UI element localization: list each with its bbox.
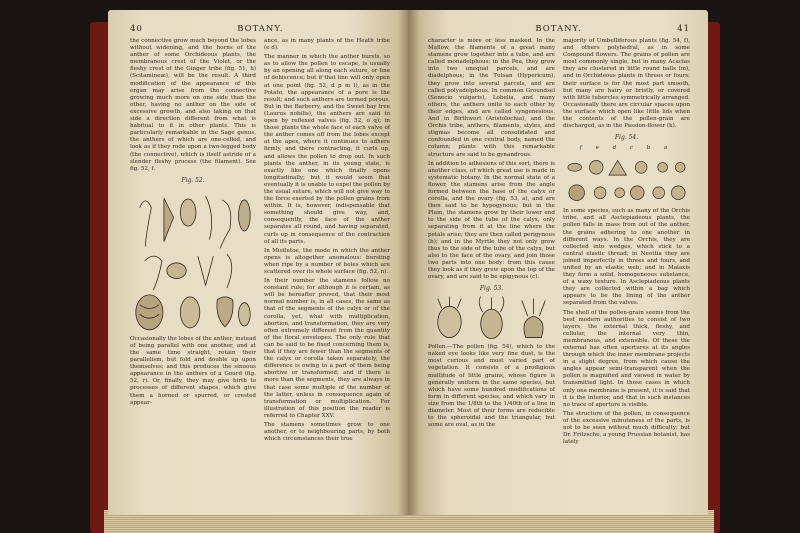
right-page-number: 41 bbox=[677, 24, 690, 34]
left-page-number: 40 bbox=[130, 24, 143, 34]
left-column-1 bbox=[130, 38, 256, 508]
fig-54-letters: f e d c b a bbox=[579, 145, 674, 152]
right-column-2 bbox=[563, 38, 690, 508]
right-col2-para3: The shell of the pollen-grain seems from the best modern authorities to consist of two layers, the external thick, fleshy, and cellular, the internal very thin, membranous, and extensible. Of these the external has often apertures at its angles through which the inner membrane projects in a slight degree, from which cause the angles appear semi-transparent when the pollen is magnified and viewed in water by transmitted light. In those cases in which only one membrane is present, it is said that it is the interior, and that in such instances no trace of aperture is visible. bbox=[563, 309, 690, 408]
right-page bbox=[408, 10, 708, 515]
right-col1-para2: In addition to adhesions of this sort, there is another class, of which great use is made in systematic botany. In the normal state of a flower, the stamens arise from the angle formed between the base of the calyx or corolla, and the ovary (fig. 53, a), and are then said to be hypogynous; but in the Plum, the stamens grow by their lower end to the side of the tube of the calyx, only separating from it at the line where the petals arise; they are then called perigynous (b); and in the Myrtle they not only grow thus to the side of the tube of the calyx, but also to the face of the ovary, and join those two parts into one body: from this cause they look as if they grew upon the top of the ovary, and are said to be epigynous (c). bbox=[428, 160, 555, 281]
fig-52-label: Fig. 52. bbox=[181, 176, 205, 184]
left-running-title: BOTANY. bbox=[237, 24, 284, 34]
left-col1-para1: the connective grow much beyond the lobes without widening, and the horns of the anther of some Orchideous plants, the membranous crest of the Violet, or the fleshy crest of the Ginger tribe (fig. 51, h) (Scitamineæ), will be the result. A third modification of the appearance of this organ may arise from the connective growing much more on one side than the other, having no anther on the side of excessive growth, and also taking on that side a direction different from what is habitual to it in other plants. This is particularly remarkable in the Sage genus, the anthers of which are one-celled, and look as if they rode upon a two-legged body (the connective), which is itself astride of a slender fleshy process (the filament). See fig. 52, f. bbox=[130, 38, 256, 172]
right-col1-para1: character is more or less masked. In the Mallow, the filaments of a great many stamens grow together into a tube, and are called monadelphous; in the Pea, they grow into two unequal parcels, and are diadelphous; in the Tutsan (Hypericum), they grow into several parcels, and are called polyadelphous. In common Groundsel (Senecio vulgaris), Lobelia, and many others, the anthers unite to each other by their edges, and are called syngenesious. And in Birthwort (Aristolochia), and the Orchis tribe, anthers, filaments, styles, and stigmas become all consolidated and confounded in one central body, named the column; plants with this remarkable structure are said to be gynandrous. bbox=[428, 38, 555, 158]
right-col2-para2: In some species, such as many of the Orchis tribe, and all Asclepiadeous plants, the pollen falls in mass from out of the anther, the grains adhering to one another in different ways. In the Orchis, they are collected into wedges, which stick to a central elastic thread; in Neottia they are joined imperfectly in threes and fours, and united by an elastic web; and in Malaxis they form a solid, homogeneous substance, of a waxy texture. In Asclepiadeous plants they are collected within a bag which appears to be the lining of the anther separated from the valves. bbox=[563, 208, 690, 307]
left-col2-para2: The manner in which the anther bursts, so as to allow the pollen to escape, is usually by an opening all along each suture, or line of dehiscence; but if that line will only open at one point (fig. 52, d p m l), as in the Potato, the appearance of a pore is the result; and such anthers are termed porous. But in the Barberry, and the Sweet bay tree (Laurus nobilis), the anthers are said to open by reflexed valves (fig. 52, o q); in those plants the whole face of each valve of the anther comes off from the lobes except at the apex, where it continues to adhere firmly, and there contracting, it curls up, and allows the pollen to drop out. In such plants the anther, in its young state, is exactly like one which finally opens longitudinally; but it would seem that eventually it is unable to expel the pollen by the usual suture, which will not give way to the force exerted by the pollen grains from within. It is, however, indispensable that something should give way, and, consequently, the face of the anther separates all round, and having separated, curls up in consequence of the contraction of all its parts. bbox=[264, 54, 390, 245]
book-gutter bbox=[398, 10, 420, 515]
fig-54-label: Fig. 54. bbox=[614, 134, 639, 142]
left-col2-para1: ance, as in many plants of the Heath tribe (e d). bbox=[264, 38, 390, 52]
right-running-head bbox=[428, 24, 690, 34]
fig-52-illustration bbox=[130, 186, 256, 336]
left-running-head bbox=[130, 24, 390, 34]
fig-53-label: Fig. 53. bbox=[479, 285, 504, 293]
right-col1-para3: Pollen.—The pollen (fig. 54), which to the naked eye looks like very fine dust, is the most curious and most varied part of vegetation. It consists of a prodigious multitude of little grains, whose figure is generally uniform in the same species, but which have some hundred modifications of form in different species, and which vary in size from the 1/8th to the 1/40th of a line in diameter. Most of their forms are reducible to the spheroidal and the triangular, but some are oval, as in the bbox=[428, 344, 555, 429]
left-page bbox=[108, 10, 408, 515]
fig-53-illustration bbox=[428, 294, 555, 344]
right-col2-para1: majority of Umbelliferous plants (fig. 54, f), and others polyhedral, as in some Compound flowers. The grains of pollen are most commonly single, but in many Acacias they are clustered in little round balls (m), and in Orchideous plants in threes or fours; their surface is for the most part smooth, but many are hairy or bristly, or covered with little tubercles symmetrically arranged. Occasionally there are circular spaces upon the surface which open like little lids when the contents of the pollen-grain are discharged, as in the Passion-flower (k). bbox=[563, 38, 690, 130]
right-column-1 bbox=[428, 38, 555, 508]
left-col2-para5: The stamens sometimes grow to one another, or to neighbouring parts, by both which circumstances their true bbox=[264, 421, 390, 443]
fig-54-illustration bbox=[563, 153, 690, 208]
left-column-2 bbox=[264, 38, 390, 508]
right-col2-para4: The structure of the pollen, in consequence of the excessive minuteness of the parts, is not to be seen without much difficulty; but Dr. Fritzsche, a young Prussian botanist, has lately bbox=[563, 410, 690, 446]
left-col1-para2: Occasionally the lobes of the anther, instead of being parallel with one another, and at the same time straight, retain their parallelism, but fold and double up upon themselves; and this produces the sinuous appearance in the anthers of a Gourd (fig. 52, r). Or, finally, they may give birth to processes of different shapes, which give them a horned or spurred, or crested appear- bbox=[130, 335, 256, 406]
left-col2-para4: In their number the stamens follow no constant rule; for although it is certain, as will be hereafter proved, that their most normal number is, in all cases, the same as that of the segments of the calyx or of the corolla, yet, what with multiplication, abortion, and transformation, they are very often extremely different from the quantity of the floral envelopes. The only rule that can be said to be fixed concerning them is, that if they are fewer than the segments of the calyx or corolla taken separately, the difference is owing to a part of them being abortive or transformed; and if there is more than the segments, they are always in that case some multiple of the number of the latter, unless in consequence again of transformation or multiplication. For illustration of this position the reader is referred to Chapter XXV. bbox=[264, 278, 390, 419]
left-col2-para3: In Mistletoe, the mode in which the anther opens is altogether anomalous: bursting when ripe by a number of holes which are scattered over its whole surface (fig. 52, n). bbox=[264, 247, 390, 275]
right-running-title: BOTANY. bbox=[535, 24, 582, 34]
